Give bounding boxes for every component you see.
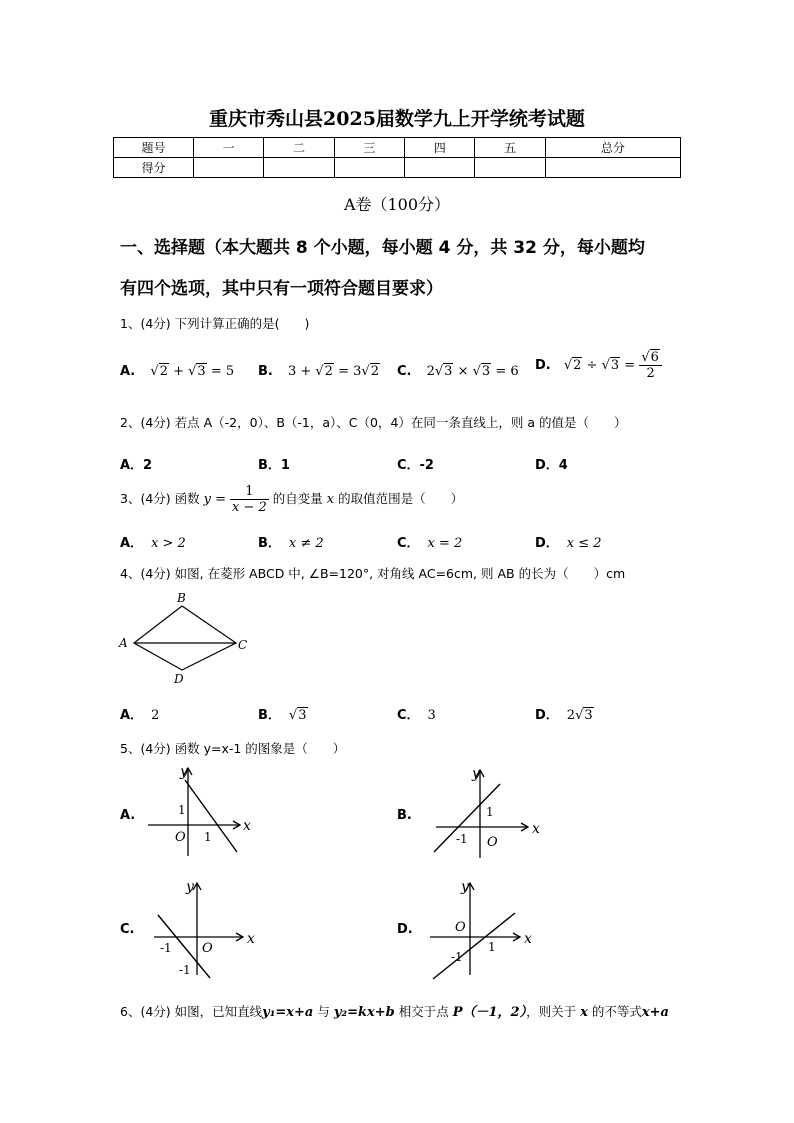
x-label: x [532, 821, 540, 837]
tick-label: 1 [204, 830, 212, 844]
q6-var: x [580, 1005, 588, 1020]
q3-option-d [535, 532, 602, 551]
tick-label: 1 [486, 805, 494, 819]
radicand: 2 [573, 358, 582, 373]
q2-option-c: C．-2 [397, 458, 434, 473]
q6-mid: ，则关于 [526, 1004, 577, 1019]
q1-option-a: A. √2 + √3 = 5 [120, 364, 235, 379]
radicand: 2 [159, 364, 168, 379]
term: 3 + [287, 364, 312, 379]
part1-heading-line1: 一、选择题（本大题共 8 个小题，每小题 4 分，共 32 分，每小题均 [120, 238, 645, 258]
radicand: 3 [197, 364, 206, 379]
score-input-cell [264, 158, 334, 178]
exam-title: 重庆市秀山县2025届数学九上开学统考试题 [209, 108, 585, 130]
option-label: B． [258, 708, 281, 723]
function-line [433, 913, 515, 979]
tick-label: -1 [179, 963, 191, 977]
radicand: 3 [584, 708, 593, 723]
x-label: x [243, 818, 251, 834]
score-cell: 五 [475, 138, 545, 158]
q3-fraction [230, 484, 269, 515]
q6-stem [120, 1001, 669, 1020]
score-input-cell [475, 158, 545, 178]
q1-option-c: C. 2√3 × √3 = 6 [397, 364, 519, 379]
q3-mid: 的自变量 [272, 491, 323, 506]
vertex-label-d: D [174, 672, 184, 686]
score-cell: 四 [405, 138, 475, 158]
score-input-cell [194, 158, 264, 178]
option-label: D. [535, 358, 551, 373]
q2-option-b: B．1 [258, 458, 290, 473]
origin-label: O [175, 830, 186, 845]
radicand: 3 [444, 364, 453, 379]
equals: = [624, 358, 636, 373]
q3-suffix: 的取值范围是（ ） [338, 491, 464, 506]
origin-label: O [455, 920, 466, 935]
section-a-title: A卷（100分） [343, 195, 451, 214]
origin-label: O [202, 941, 213, 956]
q3-option-b [258, 532, 324, 551]
tick-label: -1 [160, 941, 172, 955]
radicand: 3 [610, 358, 620, 373]
score-cell: 三 [334, 138, 404, 158]
q3-var: x [326, 492, 335, 507]
q1-stem: 1、(4分) 下列计算正确的是( ) [120, 316, 310, 331]
part1-heading-line2: 有四个选项，其中只有一项符合题目要求） [120, 279, 443, 299]
q6-line1: y₁=x+a [262, 1005, 314, 1020]
q5-graph-d [425, 875, 545, 980]
y-label: y [461, 879, 469, 895]
operator: + [173, 364, 184, 379]
q3-lhs: y = [203, 492, 226, 507]
q2-option-a: A．2 [120, 458, 153, 473]
term: 2 [426, 364, 435, 379]
y-label: y [186, 879, 194, 895]
q2-option-d: D．4 [535, 458, 568, 473]
tick-label: 1 [488, 940, 496, 954]
denominator: 2 [646, 366, 655, 381]
q3-option-c [397, 532, 462, 551]
q5-graph-c [148, 875, 268, 980]
option-label: A． [120, 536, 144, 551]
q4-option-b: B． √3 [258, 708, 307, 723]
q5-option-a-label: A. [120, 808, 136, 823]
tick-label: 1 [178, 803, 186, 817]
result: = 6 [495, 364, 519, 379]
q5-graph-a [140, 760, 260, 860]
q3-stem [120, 484, 463, 515]
q6-mid: 相交于点 [398, 1004, 449, 1019]
operator: × [457, 364, 469, 379]
rhombus-figure [110, 588, 260, 688]
score-cell: 得分 [114, 158, 194, 178]
score-cell: 二 [264, 138, 334, 158]
y-label: y [180, 764, 188, 780]
option-label: C． [397, 536, 420, 551]
radicand: 3 [298, 708, 307, 723]
score-table-header-row [114, 138, 681, 158]
q6-tail: x+a [641, 1005, 669, 1020]
vertex-label-b: B [177, 591, 186, 605]
option-label: D． [535, 536, 559, 551]
q5-option-d-label: D. [397, 922, 413, 937]
coefficient: 2 [566, 708, 576, 723]
q4-stem: 4、(4分) 如图, 在菱形 ABCD 中, ∠B=120°, 对角线 AC=6cm, 则 AB 的长为（ ）cm [120, 566, 626, 581]
option-value: x > 2 [151, 536, 186, 551]
option-label: A． [120, 708, 144, 723]
option-value: x = 2 [427, 536, 463, 551]
q1-option-d: D. √2 ÷ √3 = $\frac{√6}{2}$ [535, 350, 662, 381]
vertex-label-c: C [238, 638, 248, 652]
origin-label: O [487, 835, 498, 850]
score-cell: 一 [194, 138, 264, 158]
x-label: x [524, 931, 532, 947]
option-label: B. [258, 364, 273, 379]
q1-option-b: B. 3 + √2 = 3√2 [258, 364, 379, 379]
radicand: 6 [650, 350, 659, 365]
numerator: 1 [230, 484, 269, 500]
result: = 5 [210, 364, 235, 379]
operator: ÷ [586, 358, 598, 373]
tick-label: -1 [456, 832, 468, 846]
q4-option-d: D． 2√3 [535, 708, 593, 723]
fraction: $\frac{√6}{2}$ [639, 350, 662, 381]
option-label: D． [535, 708, 559, 723]
tick-label: -1 [451, 950, 463, 964]
score-cell: 总分 [545, 138, 680, 158]
q5-option-c-label: C. [120, 922, 135, 937]
radicand: 2 [324, 364, 333, 379]
x-label: x [247, 931, 255, 947]
q4-option-c [397, 704, 436, 723]
result: = 3 [338, 364, 362, 379]
q6-point: P（－1，2） [452, 1005, 527, 1020]
rhombus-shape [134, 606, 236, 670]
option-value: x ≤ 2 [566, 536, 602, 551]
option-label: C. [397, 364, 412, 379]
q5-stem: 5、(4分) 函数 y=x-1 的图象是（ ） [120, 741, 346, 756]
denominator: x − 2 [231, 500, 267, 515]
vertex-label-a: A [119, 636, 128, 650]
q2-stem: 2、(4分) 若点 A（-2，0）、B（-1，a）、C（0，4）在同一条直线上，则 a 的值是（ ） [120, 415, 627, 430]
option-label: C． [397, 708, 420, 723]
q3-prefix: 3、(4分) 函数 [120, 491, 200, 506]
q5-option-b-label: B. [397, 808, 412, 823]
option-value: 2 [151, 708, 160, 723]
option-label: A. [120, 364, 136, 379]
score-input-cell [545, 158, 680, 178]
option-value: x ≠ 2 [288, 536, 324, 551]
q5-graph-b [428, 762, 548, 862]
q3-option-a [120, 532, 186, 551]
q6-mid: 的不等式 [591, 1004, 642, 1019]
score-input-cell [405, 158, 475, 178]
option-label: B． [258, 536, 281, 551]
option-value: 3 [427, 708, 436, 723]
radicand: 2 [370, 364, 379, 379]
score-input-cell [334, 158, 404, 178]
score-table-score-row [114, 158, 681, 178]
radicand: 3 [481, 364, 491, 379]
q6-prefix: 6、(4分) 如图，已知直线 [120, 1004, 263, 1019]
score-table [113, 137, 681, 178]
score-cell: 题号 [114, 138, 194, 158]
q6-mid: 与 [317, 1004, 330, 1019]
y-label: y [472, 766, 480, 782]
q6-line2: y₂=kx+b [333, 1005, 395, 1020]
q4-option-a [120, 704, 159, 723]
